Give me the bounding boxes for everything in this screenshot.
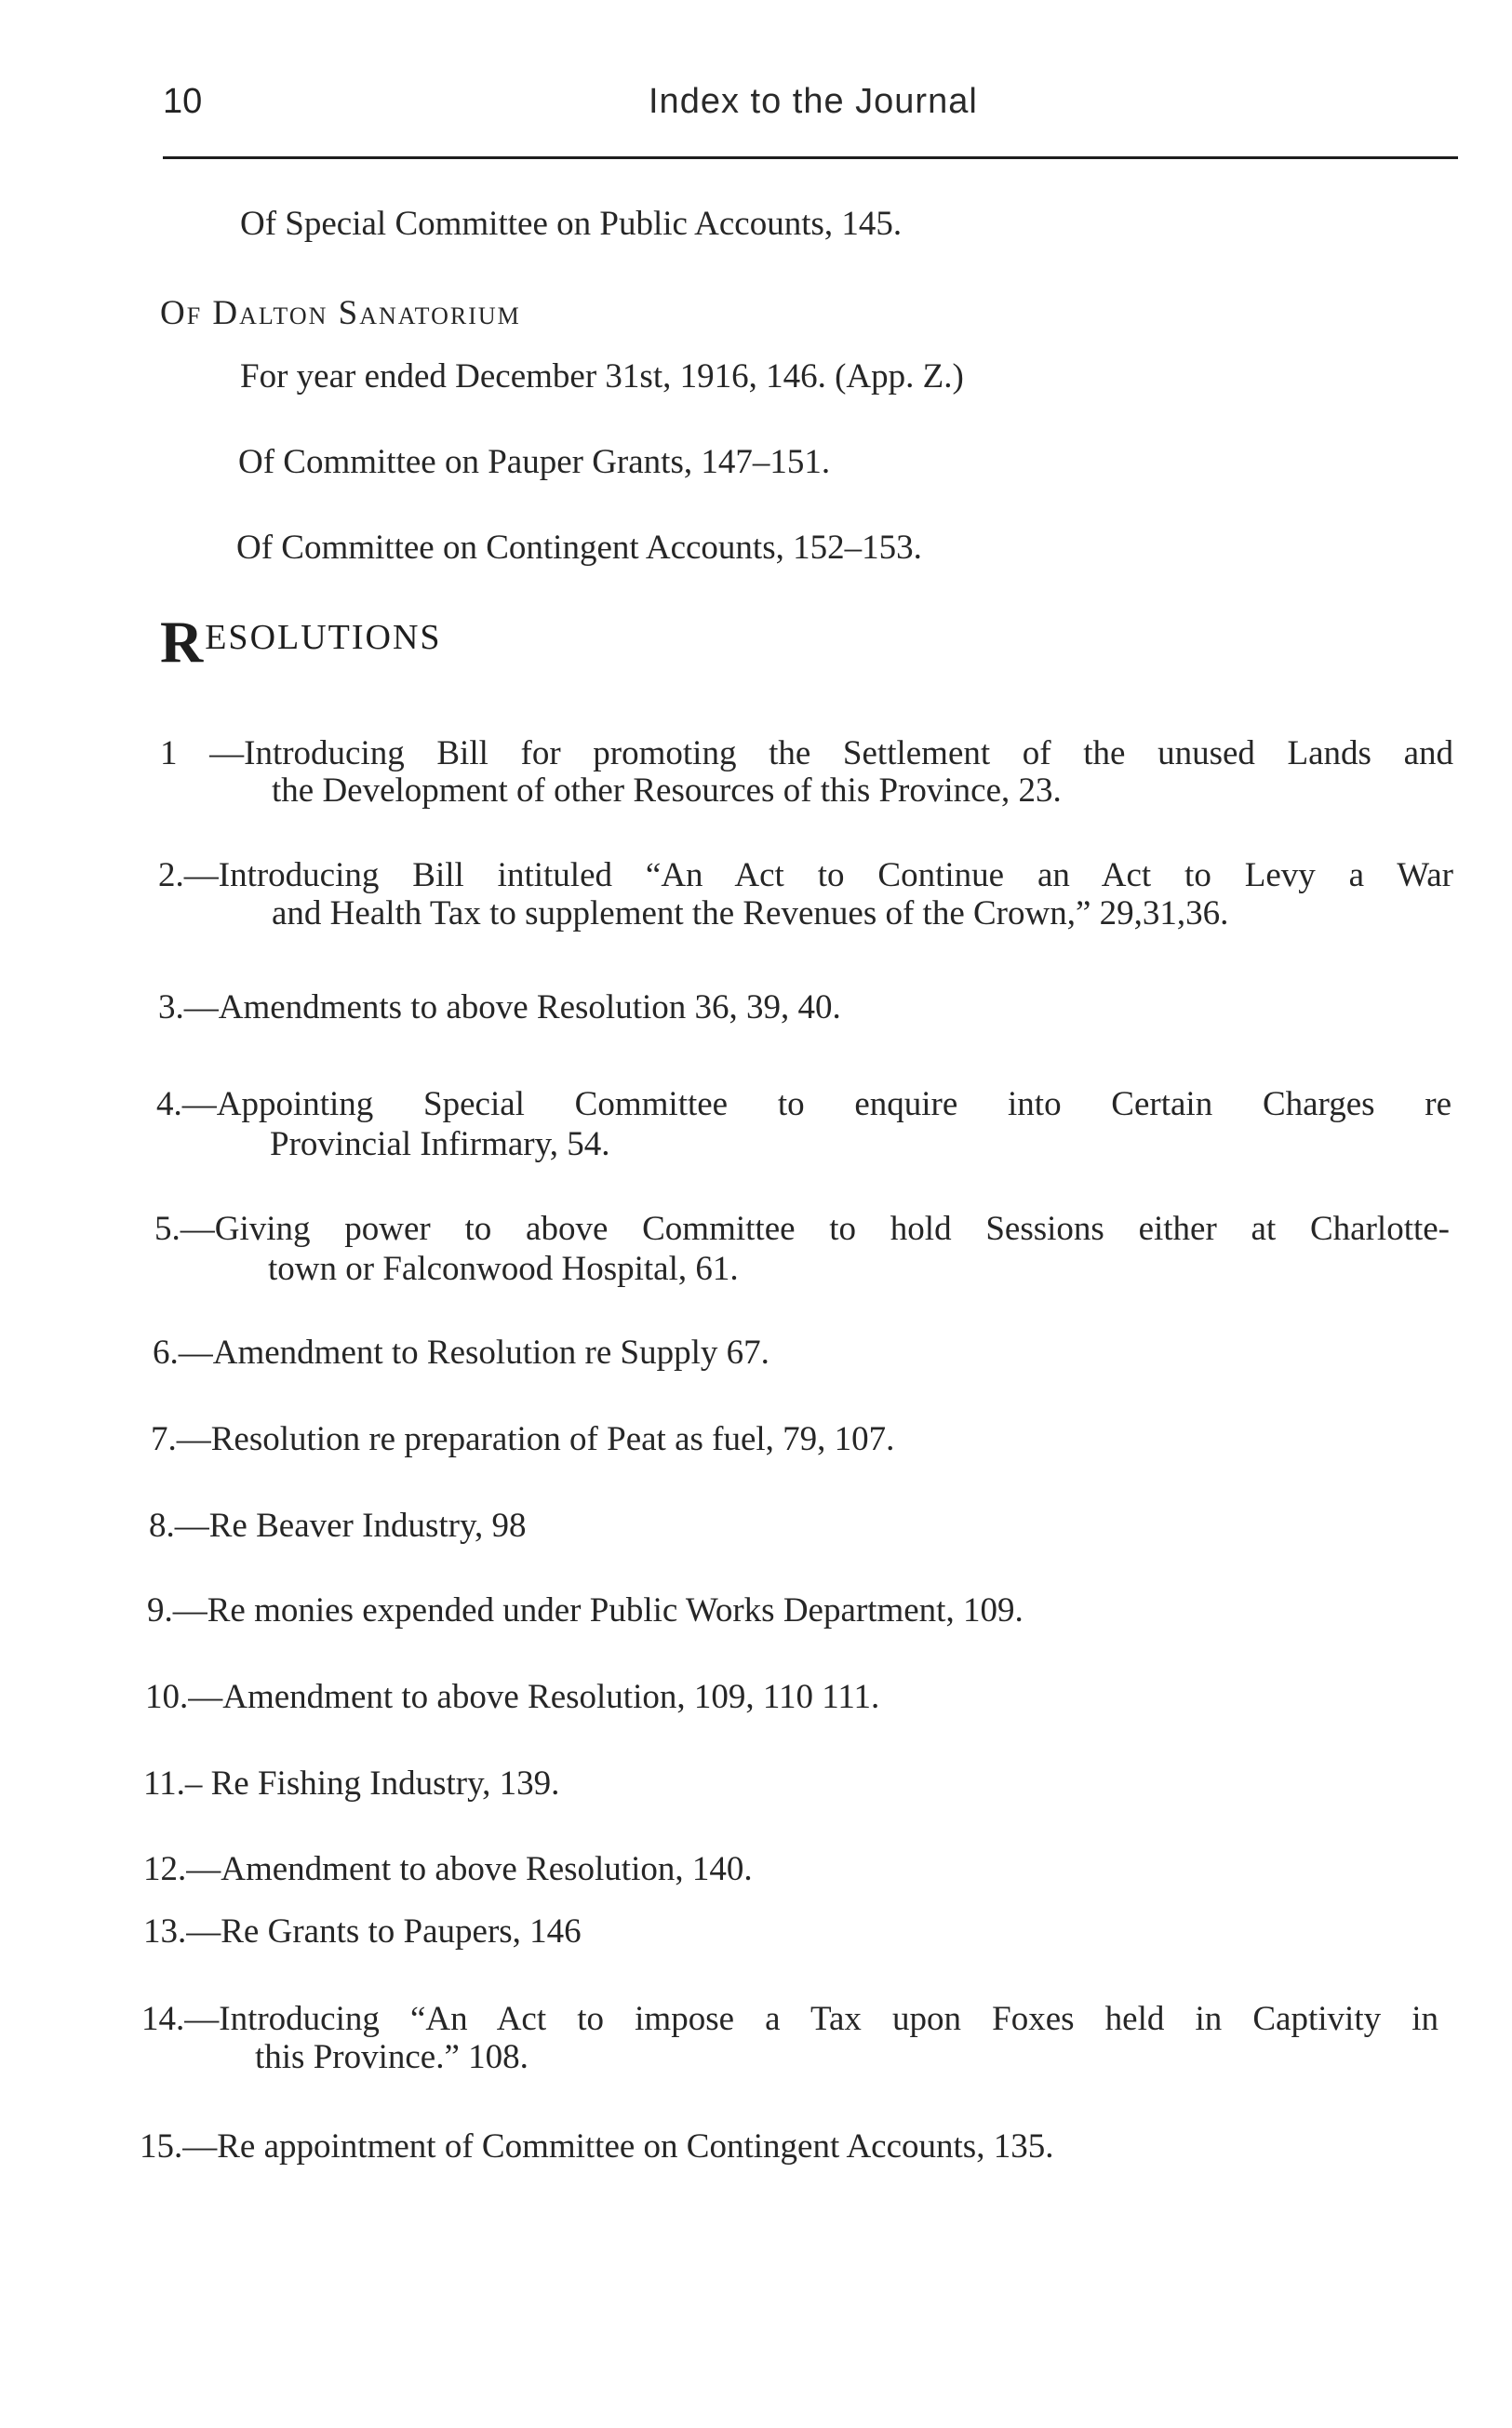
dalton-item: Of Committee on Pauper Grants, 147–151. <box>238 443 831 481</box>
resolution-line-1: 15.—Re appointment of Committee on Contingent Accounts, 135. <box>140 2127 1054 2166</box>
dalton-heading: Of Dalton Sanatorium <box>160 294 521 332</box>
resolution-line-1: 13.—Re Grants to Paupers, 146 <box>143 1912 582 1951</box>
resolution-line-2: town or Falconwood Hospital, 61. <box>268 1250 739 1288</box>
resolution-line-2: the Development of other Resources of this Province, 23. <box>272 771 1062 810</box>
resolution-line-1: 10.—Amendment to above Resolution, 109, 110 111. <box>145 1678 880 1716</box>
resolution-line-1: 1 —Introducing Bill for promoting the Settlement of the unused Lands and <box>160 734 1453 772</box>
resolution-line-1: 11.– Re Fishing Industry, 139. <box>143 1764 560 1803</box>
page-number: 10 <box>163 82 203 121</box>
resolution-line-2: Provincial Infirmary, 54. <box>270 1125 610 1163</box>
report-line: Of Special Committee on Public Accounts, 145. <box>240 205 903 243</box>
dalton-item: Of Committee on Contingent Accounts, 152–153. <box>236 529 922 567</box>
running-title: Index to the Journal <box>649 82 978 121</box>
header-rule <box>163 156 1458 159</box>
resolution-line-1: 3.—Amendments to above Resolution 36, 39, 40. <box>158 988 841 1026</box>
resolution-line-1: 14.—Introducing “An Act to impose a Tax upon Foxes held in Captivity in <box>141 2000 1438 2038</box>
resolutions-heading-initial: R <box>160 609 206 675</box>
resolution-line-1: 6.—Amendment to Resolution re Supply 67. <box>153 1334 769 1372</box>
page-header <box>163 82 1456 138</box>
resolution-line-1: 9.—Re monies expended under Public Works Department, 109. <box>147 1591 1024 1630</box>
resolution-line-1: 7.—Resolution re preparation of Peat as fuel, 79, 107. <box>151 1420 895 1458</box>
resolution-line-1: 8.—Re Beaver Industry, 98 <box>149 1507 527 1545</box>
resolution-line-2: and Health Tax to supplement the Revenues of the Crown,” 29,31,36. <box>272 894 1229 932</box>
resolution-line-1: 5.—Giving power to above Committee to hold Sessions either at Charlotte- <box>154 1210 1450 1248</box>
resolutions-heading-rest: ESOLUTIONS <box>205 618 442 657</box>
dalton-item: For year ended December 31st, 1916, 146. (App. Z.) <box>240 357 964 396</box>
resolution-line-1: 12.—Amendment to above Resolution, 140. <box>143 1850 753 1888</box>
resolution-line-1: 2.—Introducing Bill intituled “An Act to Continue an Act to Levy a War <box>158 856 1453 894</box>
resolutions-heading <box>160 609 442 675</box>
resolution-line-2: this Province.” 108. <box>255 2038 529 2076</box>
resolution-line-1: 4.—Appointing Special Committee to enquire into Certain Charges re <box>156 1085 1452 1123</box>
